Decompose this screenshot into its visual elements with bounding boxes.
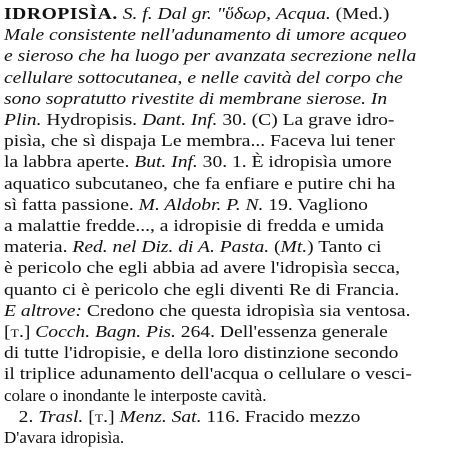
- italic-text: M. Aldobr. P. N.: [138, 194, 264, 214]
- entry-text: pisìa, che sì dispaja Le membra... Faceva lui tener: [4, 131, 395, 151]
- small-caps-text: t.: [10, 322, 24, 341]
- entry-text: [: [4, 322, 11, 341]
- italic-text: Cocch. Bagn. Pis.: [35, 322, 176, 341]
- entry-text: materia.: [4, 237, 73, 257]
- entry-text: 30. 1. È idropisìa umore: [197, 152, 392, 172]
- italic-text: Male consistente nell'adunamento di umore acqueo: [4, 25, 407, 45]
- entry-text: D'avara idropisìa.: [4, 428, 125, 447]
- entry-text: Hydropisis.: [41, 110, 142, 129]
- italic-text: sono sopratutto rivestite di membrane sierose. In: [4, 88, 388, 108]
- entry-text: [: [83, 406, 95, 426]
- entry-text: ]: [108, 406, 120, 426]
- entry-text: Credono che questa idropisìa sia ventosa.: [82, 300, 411, 320]
- entry-text: ]: [23, 322, 36, 341]
- italic-text: Mt.: [280, 237, 308, 257]
- entry-text: 19. Vagliono: [263, 194, 368, 214]
- small-caps-text: t.: [94, 406, 109, 426]
- entry-text: ) Tanto ci: [307, 237, 382, 257]
- italic-text: But. Inf.: [134, 152, 198, 172]
- entry-text: (Med.): [330, 4, 390, 23]
- italic-text: Dant. Inf.: [141, 110, 218, 129]
- entry-text: 264. Dell'essenza generale: [175, 322, 388, 341]
- entry-text: è pericolo che egli abbia ad avere l'idropisìa secca,: [4, 258, 400, 278]
- entry-text: 30. (C) La grave idro-: [217, 110, 395, 129]
- italic-text: cellulare sottocutanea, e nelle cavità del corpo che: [4, 67, 403, 87]
- italic-text: S. f. Dal gr. "ὕδωρ, Acqua.: [122, 4, 331, 23]
- entry-text: sì fatta passione.: [4, 194, 139, 214]
- italic-text: e sieroso che ha luogo per avanzata secrezione nella: [4, 46, 417, 66]
- entry-text: (: [269, 237, 281, 257]
- entry-text: la labbra aperte.: [4, 152, 135, 172]
- entry-text: il triplice adunamento dell'acqua o cellulare o vesci-: [4, 364, 412, 384]
- italic-text: E altrove:: [4, 300, 83, 320]
- entry-text: aquatico subcutaneo, che fa enfiare e putire chi ha: [4, 173, 396, 193]
- entry-line: [4, 426, 124, 450]
- italic-text: Menz. Sat.: [119, 406, 202, 426]
- entry-text: colare o inondante le interposte cavità.: [4, 385, 267, 405]
- italic-text: Trasl.: [38, 406, 84, 426]
- italic-text: Red. nel Diz. di A. Pasta.: [72, 237, 270, 257]
- italic-text: Plin.: [4, 110, 42, 129]
- headword: IDROPISÌA.: [4, 4, 118, 23]
- entry-text: 2.: [4, 406, 39, 426]
- entry-text: a malattie fredde..., a idropisie di fredda e umida: [4, 216, 384, 235]
- entry-text: di tutte l'idropisie, e della loro distinzione secondo: [4, 343, 399, 363]
- entry-text: quanto ci è pericolo che egli diventi Re di Francia.: [4, 279, 400, 299]
- entry-text: 116. Fracido mezzo: [201, 406, 361, 426]
